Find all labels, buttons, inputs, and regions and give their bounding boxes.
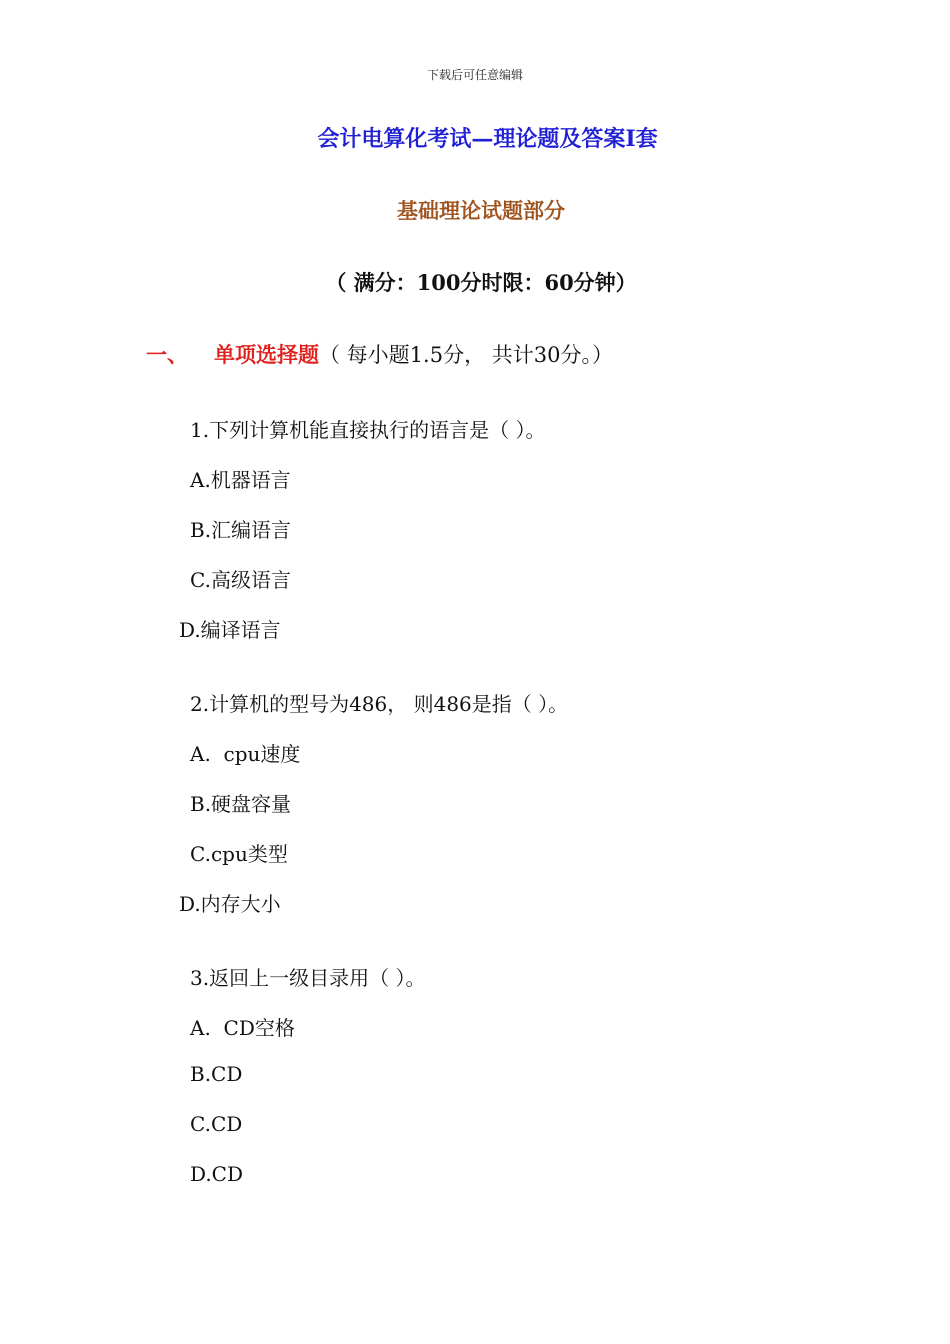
- question-3-option-c: C.CD: [190, 1112, 243, 1136]
- question-3-option-b: B.CD: [190, 1062, 243, 1086]
- section-note: （ 每小题1.5分， 共计30分。）: [319, 343, 613, 367]
- exam-limits: （ 满分：100分时限：60分钟）: [325, 270, 637, 295]
- question-1-option-a: A.机器语言: [190, 468, 291, 492]
- question-1-option-c: C.高级语言: [190, 568, 291, 592]
- question-2-option-d: D.内存大小: [179, 892, 281, 916]
- section-title: 单项选择题: [214, 342, 319, 367]
- question-3-stem: 3.返回上一级目录用（ ）。: [190, 966, 426, 990]
- header-note: 下载后可任意编辑: [426, 68, 523, 82]
- question-2-option-c: C.cpu类型: [190, 842, 288, 866]
- section-heading: [146, 339, 613, 369]
- question-3-option-d: D.CD: [190, 1162, 244, 1186]
- question-2-option-b: B.硬盘容量: [190, 792, 292, 816]
- question-2-option-a: A. cpu速度: [190, 742, 301, 766]
- question-1-option-d: D.编译语言: [179, 618, 281, 642]
- document-title: 会计电算化考试—理论题及答案Ⅰ套: [317, 126, 658, 152]
- section-number: 一、: [146, 342, 188, 367]
- question-2-stem: 2.计算机的型号为486， 则486是指（ ）。: [190, 692, 569, 716]
- question-1-option-b: B.汇编语言: [190, 518, 292, 542]
- document-subtitle: 基础理论试题部分: [397, 198, 565, 223]
- question-1-stem: 1.下列计算机能直接执行的语言是（ ）。: [190, 418, 546, 442]
- question-3-option-a: A. CD空格: [190, 1016, 295, 1040]
